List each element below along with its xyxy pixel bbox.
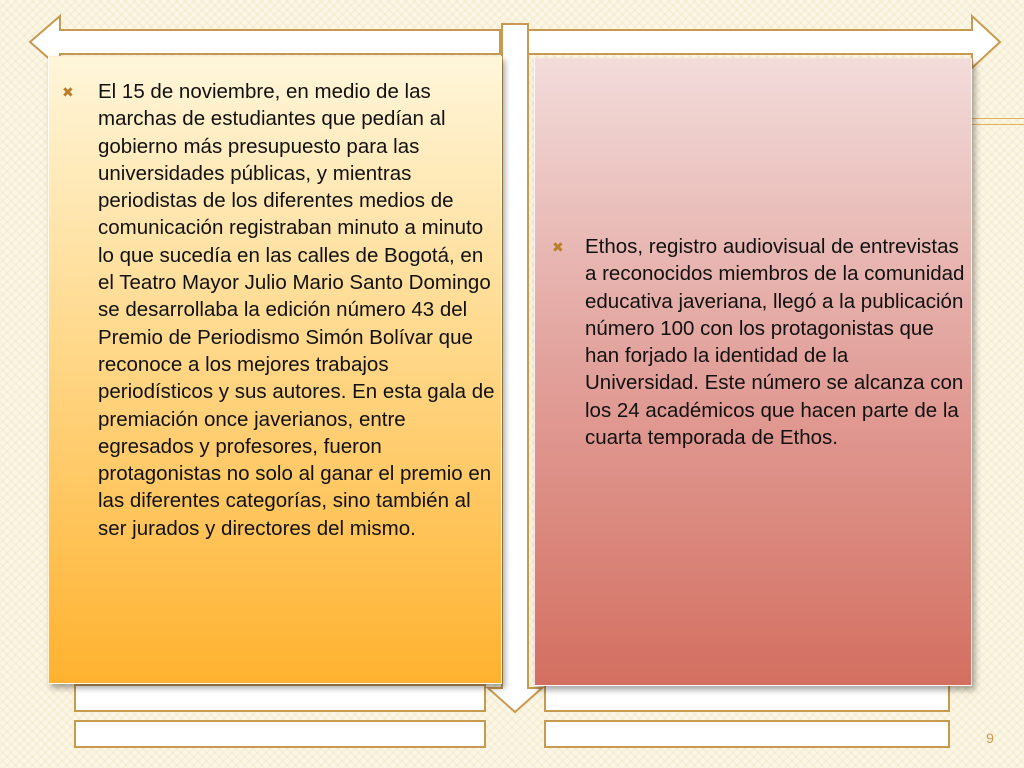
bullet-icon: ✖	[62, 84, 74, 100]
left-paragraph: El 15 de noviembre, en medio de las marchas de estudiantes que pedían al gobierno más presupuesto para las universidades públicas, y mientras periodistas de los diferentes medios de comunicación registraban minuto a minuto lo que sucedía en las calles de Bogotá, en el Teatro Mayor Julio Mario Santo Domingo se desarrollaba la edición número 43 del Premio de Periodismo Simón Bolívar que reconoce a los mejores trabajos periodísticos y sus autores. En esta gala de premiación once javerianos, entre egresados y profesores, fueron protagonistas no solo al ganar el premio en las diferentes categorías, sino también al ser jurados y directores del mismo.	[98, 80, 495, 540]
bullet-icon: ✖	[552, 239, 564, 255]
page-number: 9	[986, 730, 994, 746]
right-paragraph: Ethos, registro audiovisual de entrevistas a reconocidos miembros de la comunidad educativa javeriana, llegó a la publicación número 100 con los protagonistas que han forjado la identidad de la Universidad. Este número se alcanza con los 24 académicos que hacen parte de la cuarta temporada de Ethos.	[585, 235, 965, 450]
